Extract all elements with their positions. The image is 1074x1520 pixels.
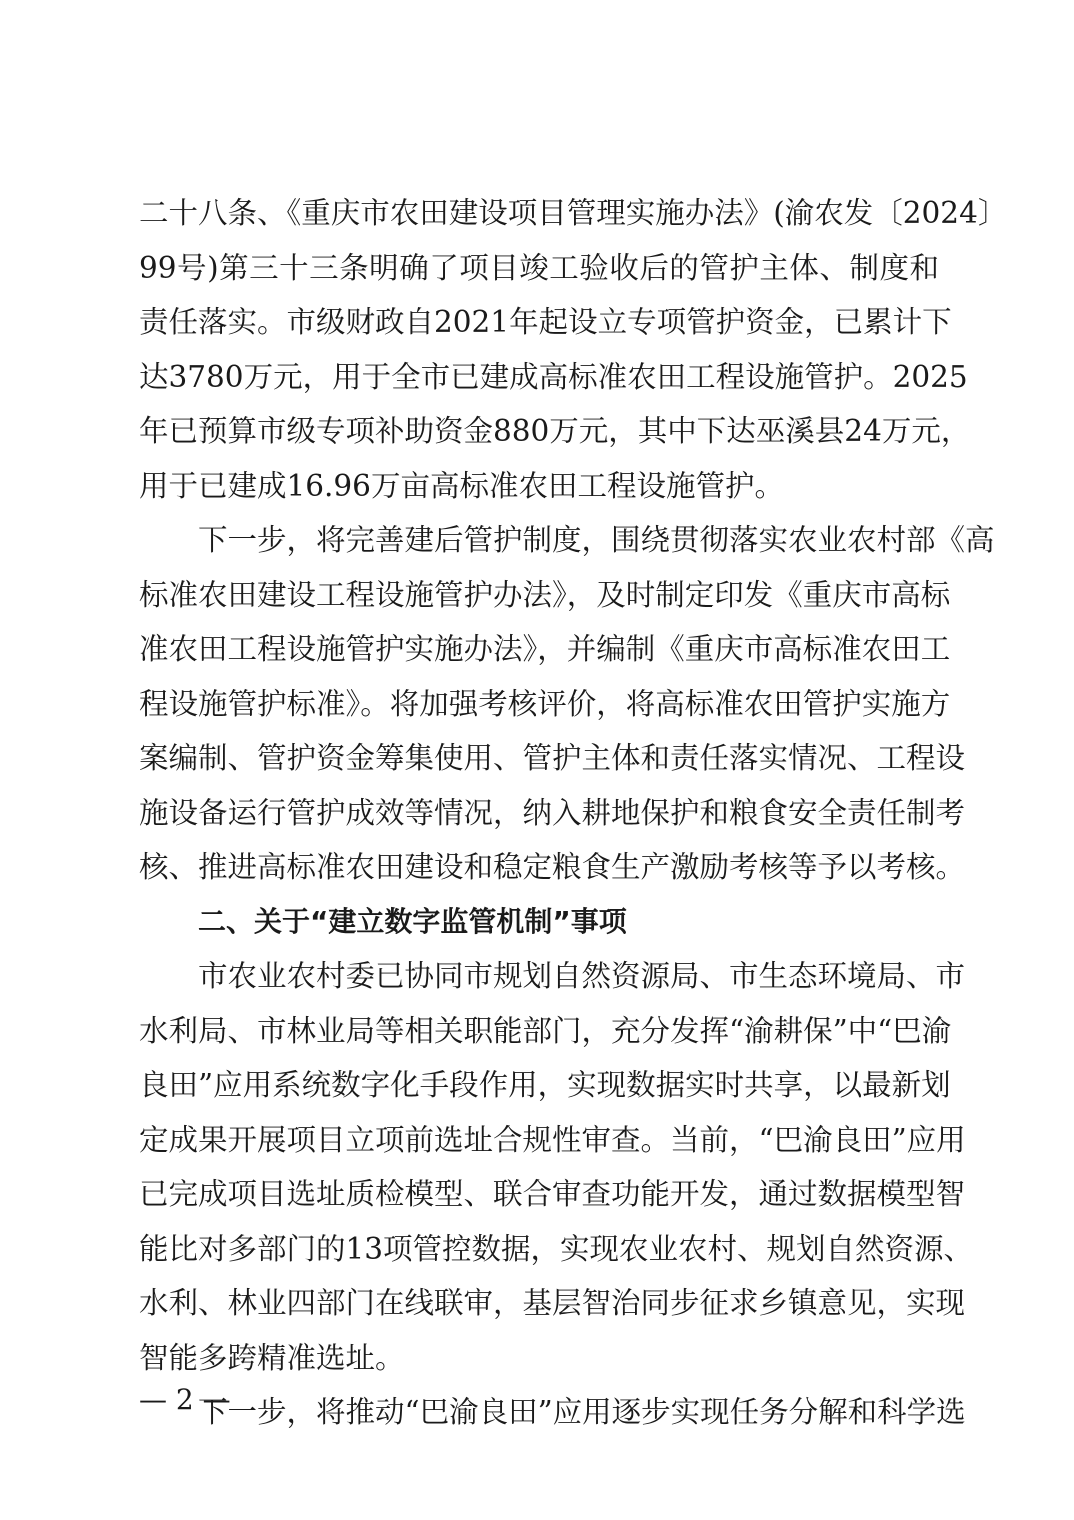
text-line: 准农田工程设施管护实施办法》，并编制《重庆市高标准农田工 (139, 632, 951, 666)
page-number: — 2 — (139, 1383, 231, 1416)
text-line: 年已预算市级专项补助资金880万元，其中下达巫溪县24万元， (139, 414, 971, 448)
text-line: 达3780万元，用于全市已建成高标准农田工程设施管护。2025 (139, 359, 968, 394)
text-line: 核、推进高标准农田建设和稳定粮食生产激励考核等予以考核。 (139, 850, 966, 884)
text-line: 施设备运行管护成效等情况，纳入耕地保护和粮食安全责任制考 (139, 795, 966, 830)
text-line: 下一步，将推动“巴渝良田”应用逐步实现任务分解和科学选 (198, 1395, 966, 1429)
text-line: 标准农田建设工程设施管护办法》，及时制定印发《重庆市高标 (139, 577, 951, 612)
text-line: 能比对多部门的13项管控数据，实现农业农村、规划自然资源、 (139, 1231, 974, 1266)
text-line: 市农业农村委已协同市规划自然资源局、市生态环境局、市 (198, 959, 966, 993)
text-line: 水利、林业四部门在线联审，基层智治同步征求乡镇意见，实现 (139, 1286, 966, 1320)
text-line: 下一步，将完善建后管护制度，围绕贯彻落实农业农村部《高 (198, 523, 995, 557)
text-line: 责任落实。市级财政自2021年起设立专项管护资金，已累计下 (139, 305, 952, 339)
document-body (139, 186, 1008, 1440)
text-line: 用于已建成16.96万亩高标准农田工程设施管护。 (139, 468, 784, 503)
text-line: 案编制、管护资金筹集使用、管护主体和责任落实情况、工程设 (139, 741, 966, 775)
text-line: 程设施管护标准》。将加强考核评价，将高标准农田管护实施方 (139, 686, 951, 721)
text-line: 99号)第三十三条明确了项目竣工验收后的管护主体、制度和 (139, 250, 939, 285)
text-line: 二十八条、《重庆市农田建设项目管理实施办法》(渝农发〔2024〕 (139, 196, 1008, 230)
text-line: 已完成项目选址质检模型、联合审查功能开发，通过数据模型智 (139, 1177, 966, 1211)
section-heading: 二、关于“建立数字监管机制”事项 (198, 904, 627, 938)
text-line: 定成果开展项目立项前选址合规性审查。当前，“巴渝良田”应用 (139, 1122, 966, 1157)
text-line: 智能多跨精准选址。 (139, 1340, 405, 1375)
text-line: 良田”应用系统数字化手段作用，实现数据实时共享，以最新划 (139, 1068, 951, 1102)
text-line: 水利局、市林业局等相关职能部门，充分发挥“渝耕保”中“巴渝 (139, 1013, 952, 1048)
